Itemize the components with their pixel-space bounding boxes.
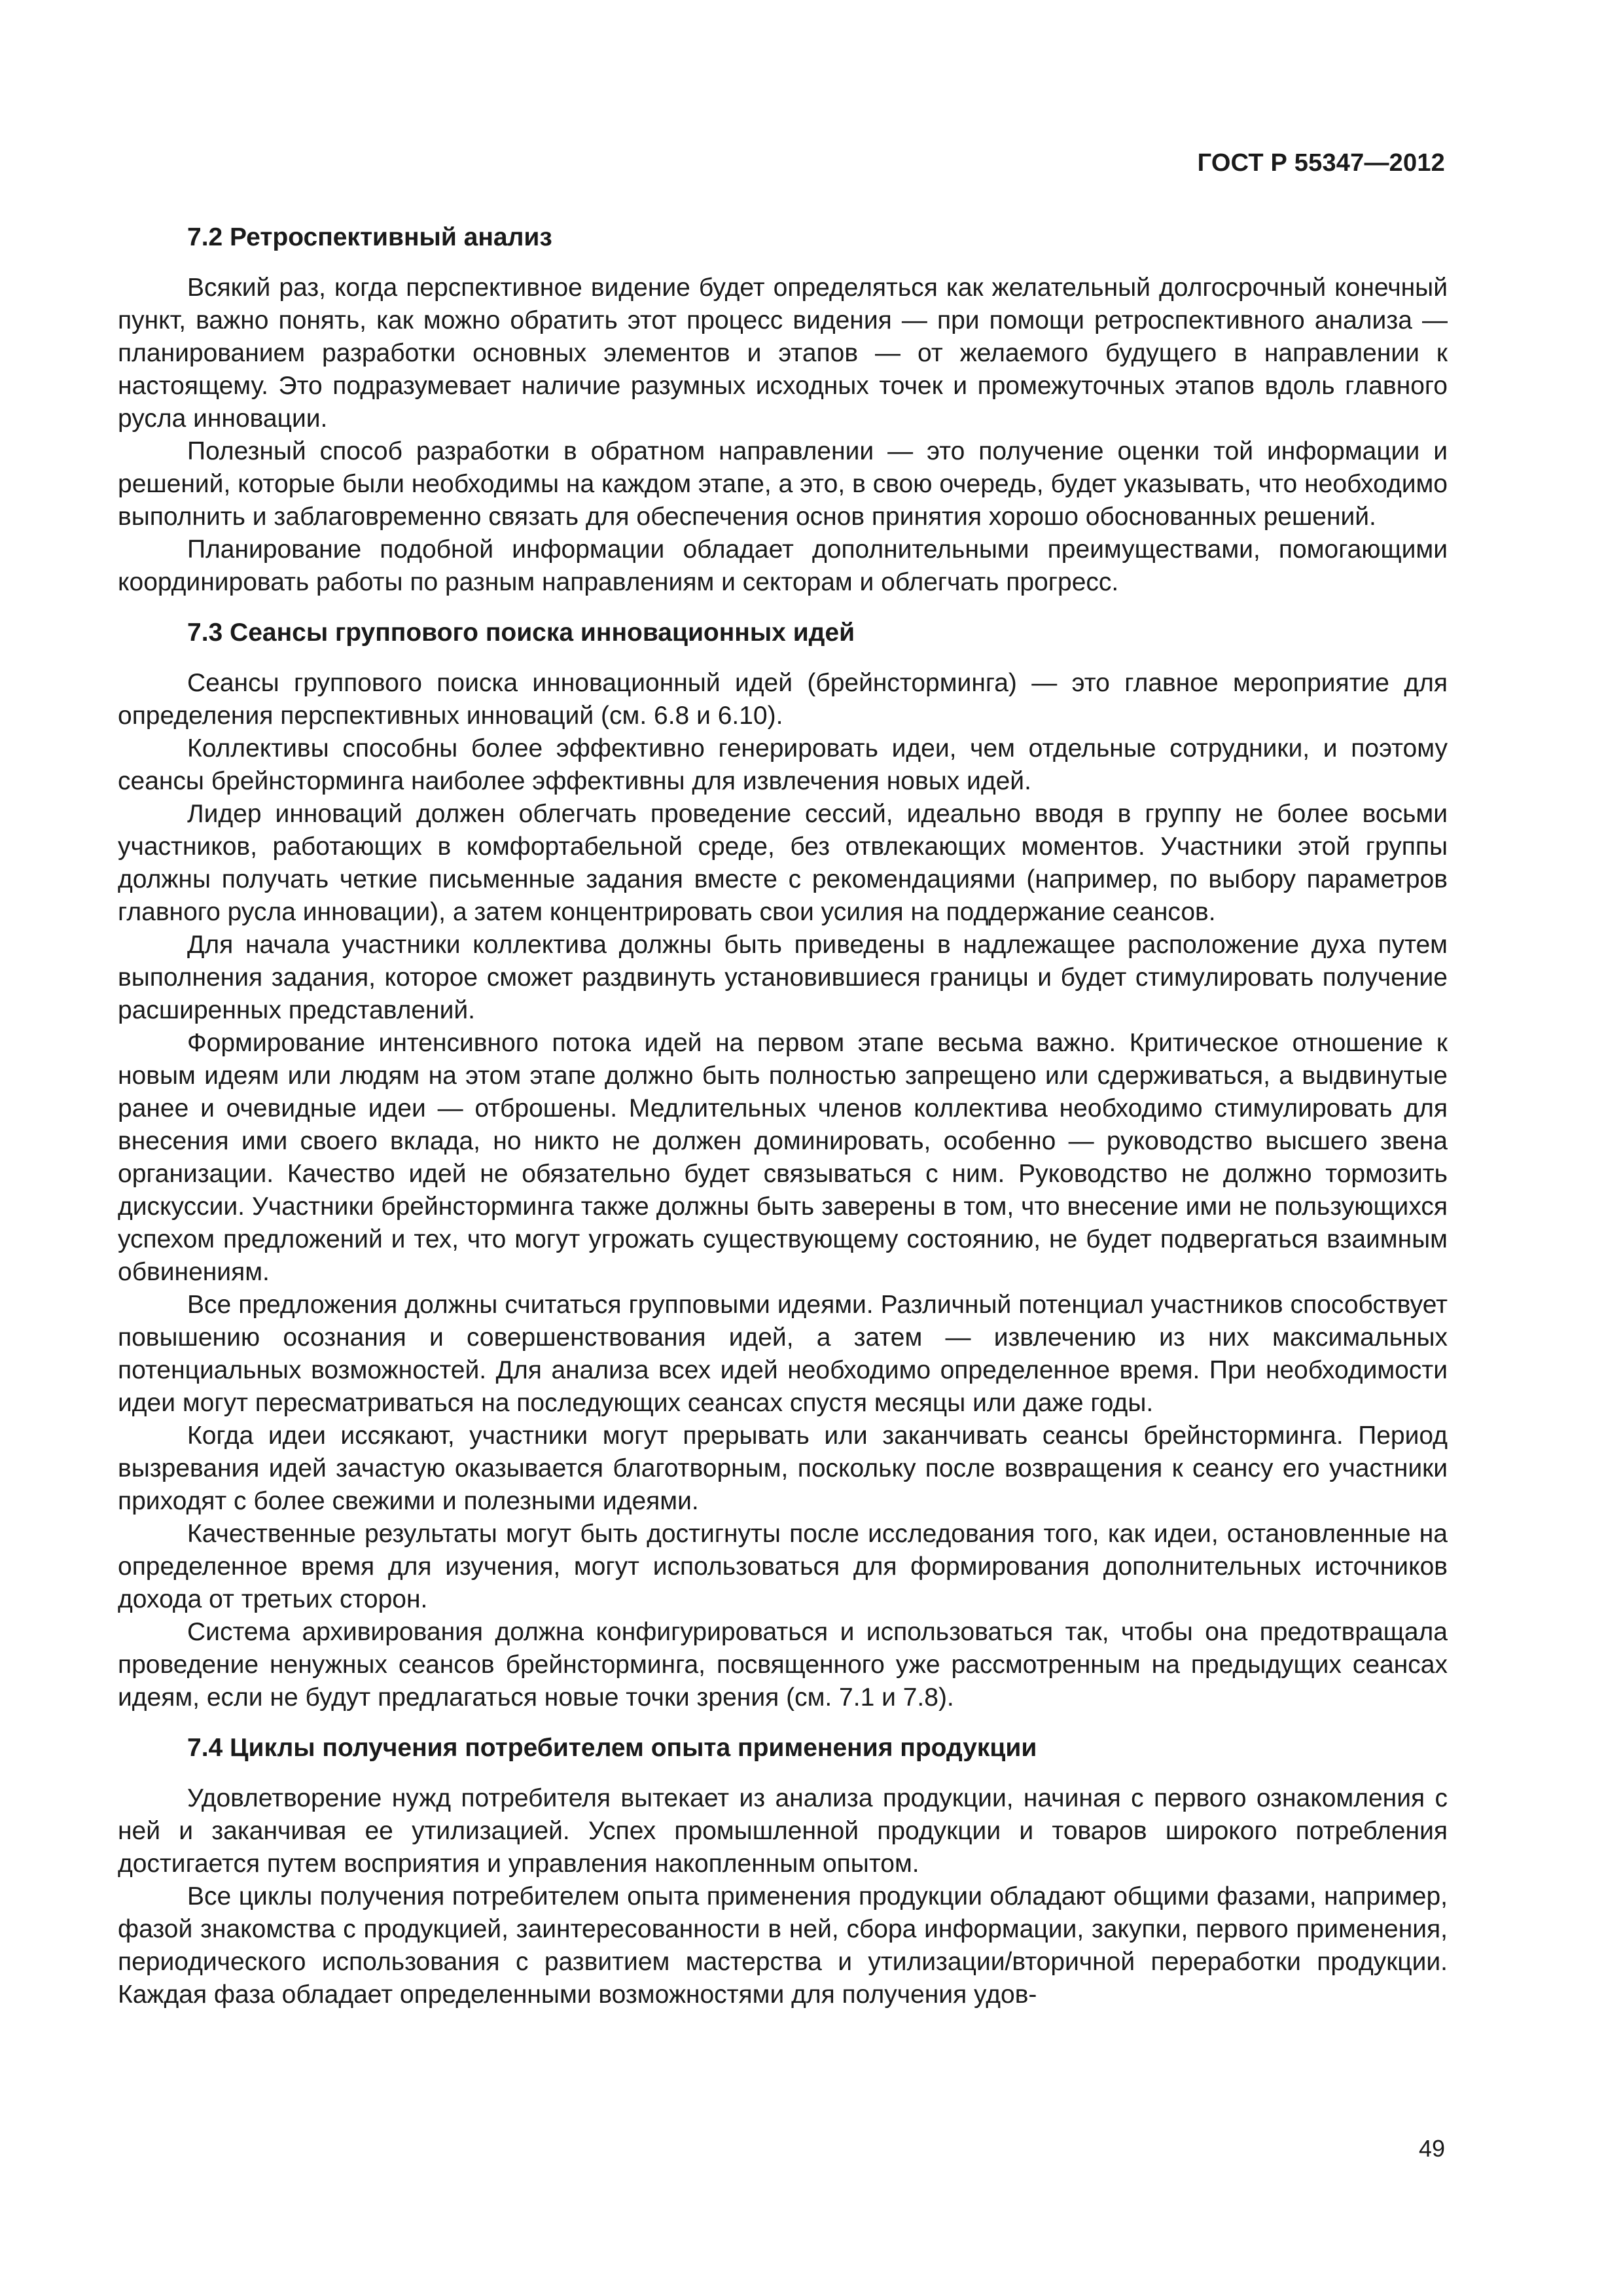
document-header-id: ГОСТ Р 55347—2012: [1197, 149, 1445, 177]
section-title: 7.4 Циклы получения потребителем опыта применения продукции: [187, 1734, 1037, 1762]
paragraph: Система архивирования должна конфигурироваться и использоваться так, чтобы она предотвращала проведение ненужных сеансов брейнсторминга, посвященного уже рассмотренным на предыдущих сеансах идеям, если не будут предлагаться новые точки зрения (см. 7.1 и 7.8).: [118, 1618, 1448, 1712]
section-7-3: [118, 615, 1448, 1714]
page-content: [118, 219, 1448, 2011]
paragraph: Сеансы группового поиска инновационный идей (брейнсторминга) — это главное мероприятие для определения перспективных инноваций (см. 6.8 и 6.10).: [118, 669, 1448, 730]
paragraph: Полезный способ разработки в обратном направлении — это получение оценки той информации и решений, которые были необходимы на каждом этапе, а это, в свою очередь, будет указывать, что необходимо выполнить и заблаговременно связать для обеспечения основ принятия хорошо обоснованных решений.: [118, 437, 1448, 531]
paragraph: Все предложения должны считаться групповыми идеями. Различный потенциал участников способствует повышению осознания и совершенствования идей, а затем — извлечению из них максимальных потенциальных возможностей. Для анализа всех идей необходимо определенное время. При необходимости идеи могут пересматриваться на последующих сеансах спустя месяцы или даже годы.: [118, 1291, 1448, 1417]
paragraph: Все циклы получения потребителем опыта применения продукции обладают общими фазами, например, фазой знакомства с продукцией, заинтересованности в ней, сбора информации, закупки, первого применения, периодического использования с развитием мастерства и утилизации/вторичной переработки продукции. Каждая фаза обладает определенными возможностями для получения удов-: [118, 1882, 1448, 2009]
paragraph: Качественные результаты могут быть достигнуты после исследования того, как идеи, остановленные на определенное время для изучения, могут использоваться для формирования дополнительных источников дохода от третьих сторон.: [118, 1520, 1448, 1613]
paragraph: Когда идеи иссякают, участники могут прерывать или заканчивать сеансы брейнсторминга. Период вызревания идей зачастую оказывается благотворным, поскольку после возвращения к сеансу его участники приходят с более свежими и полезными идеями.: [118, 1422, 1448, 1515]
paragraph: Формирование интенсивного потока идей на первом этапе весьма важно. Критическое отношение к новым идеям или людям на этом этапе должно быть полностью запрещено или сдерживаться, а выдвинутые ранее и очевидные идеи — отброшены. Медлительных членов коллектива необходимо стимулировать для внесения ими своего вклада, но никто не должен доминировать, особенно — руководство высшего звена организации. Качество идей не обязательно будет связываться с ним. Руководство не должно тормозить дискуссии. Участники брейнсторминга также должны быть заверены в том, что внесение ими не пользующихся успехом предложений и тех, что могут угрожать существующему состоянию, не будет подвергаться взаимным обвинениям.: [118, 1029, 1448, 1286]
paragraph: Планирование подобной информации обладает дополнительными преимуществами, помогающими координировать работы по разным направлениям и секторам и облегчать прогресс.: [118, 535, 1448, 596]
page-number: 49: [1418, 2135, 1445, 2162]
section-7-4: [118, 1730, 1448, 2011]
paragraph: Коллективы способны более эффективно генерировать идеи, чем отдельные сотрудники, и поэтому сеансы брейнсторминга наиболее эффективны для извлечения новых идей.: [118, 734, 1448, 795]
paragraph: Для начала участники коллектива должны быть приведены в надлежащее расположение духа путем выполнения задания, которое сможет раздвинуть установившиеся границы и будет стимулировать получение расширенных представлений.: [118, 931, 1448, 1024]
section-title: 7.2 Ретроспективный анализ: [187, 223, 552, 251]
paragraph: Лидер инноваций должен облегчать проведение сессий, идеально вводя в группу не более восьми участников, работающих в комфортабельной среде, без отвлекающих моментов. Участники этой группы должны получать четкие письменные задания вместе с рекомендациями (например, по выбору параметров главного русла инновации), а затем концентрировать свои усилия на поддержание сеансов.: [118, 800, 1448, 926]
section-title: 7.3 Сеансы группового поиска инновационных идей: [187, 619, 855, 647]
paragraph: Всякий раз, когда перспективное видение будет определяться как желательный долгосрочный конечный пункт, важно понять, как можно обратить этот процесс видения — при помощи ретроспективного анализа — планированием разработки основных элементов и этапов — от желаемого будущего в направлении к настоящему. Это подразумевает наличие разумных исходных точек и промежуточных этапов вдоль главного русла инновации.: [118, 274, 1448, 433]
paragraph: Удовлетворение нужд потребителя вытекает из анализа продукции, начиная с первого ознакомления с ней и заканчивая ее утилизацией. Успех промышленной продукции и товаров широкого потребления достигается путем восприятия и управления накопленным опытом.: [118, 1784, 1448, 1878]
section-7-2: [118, 219, 1448, 599]
